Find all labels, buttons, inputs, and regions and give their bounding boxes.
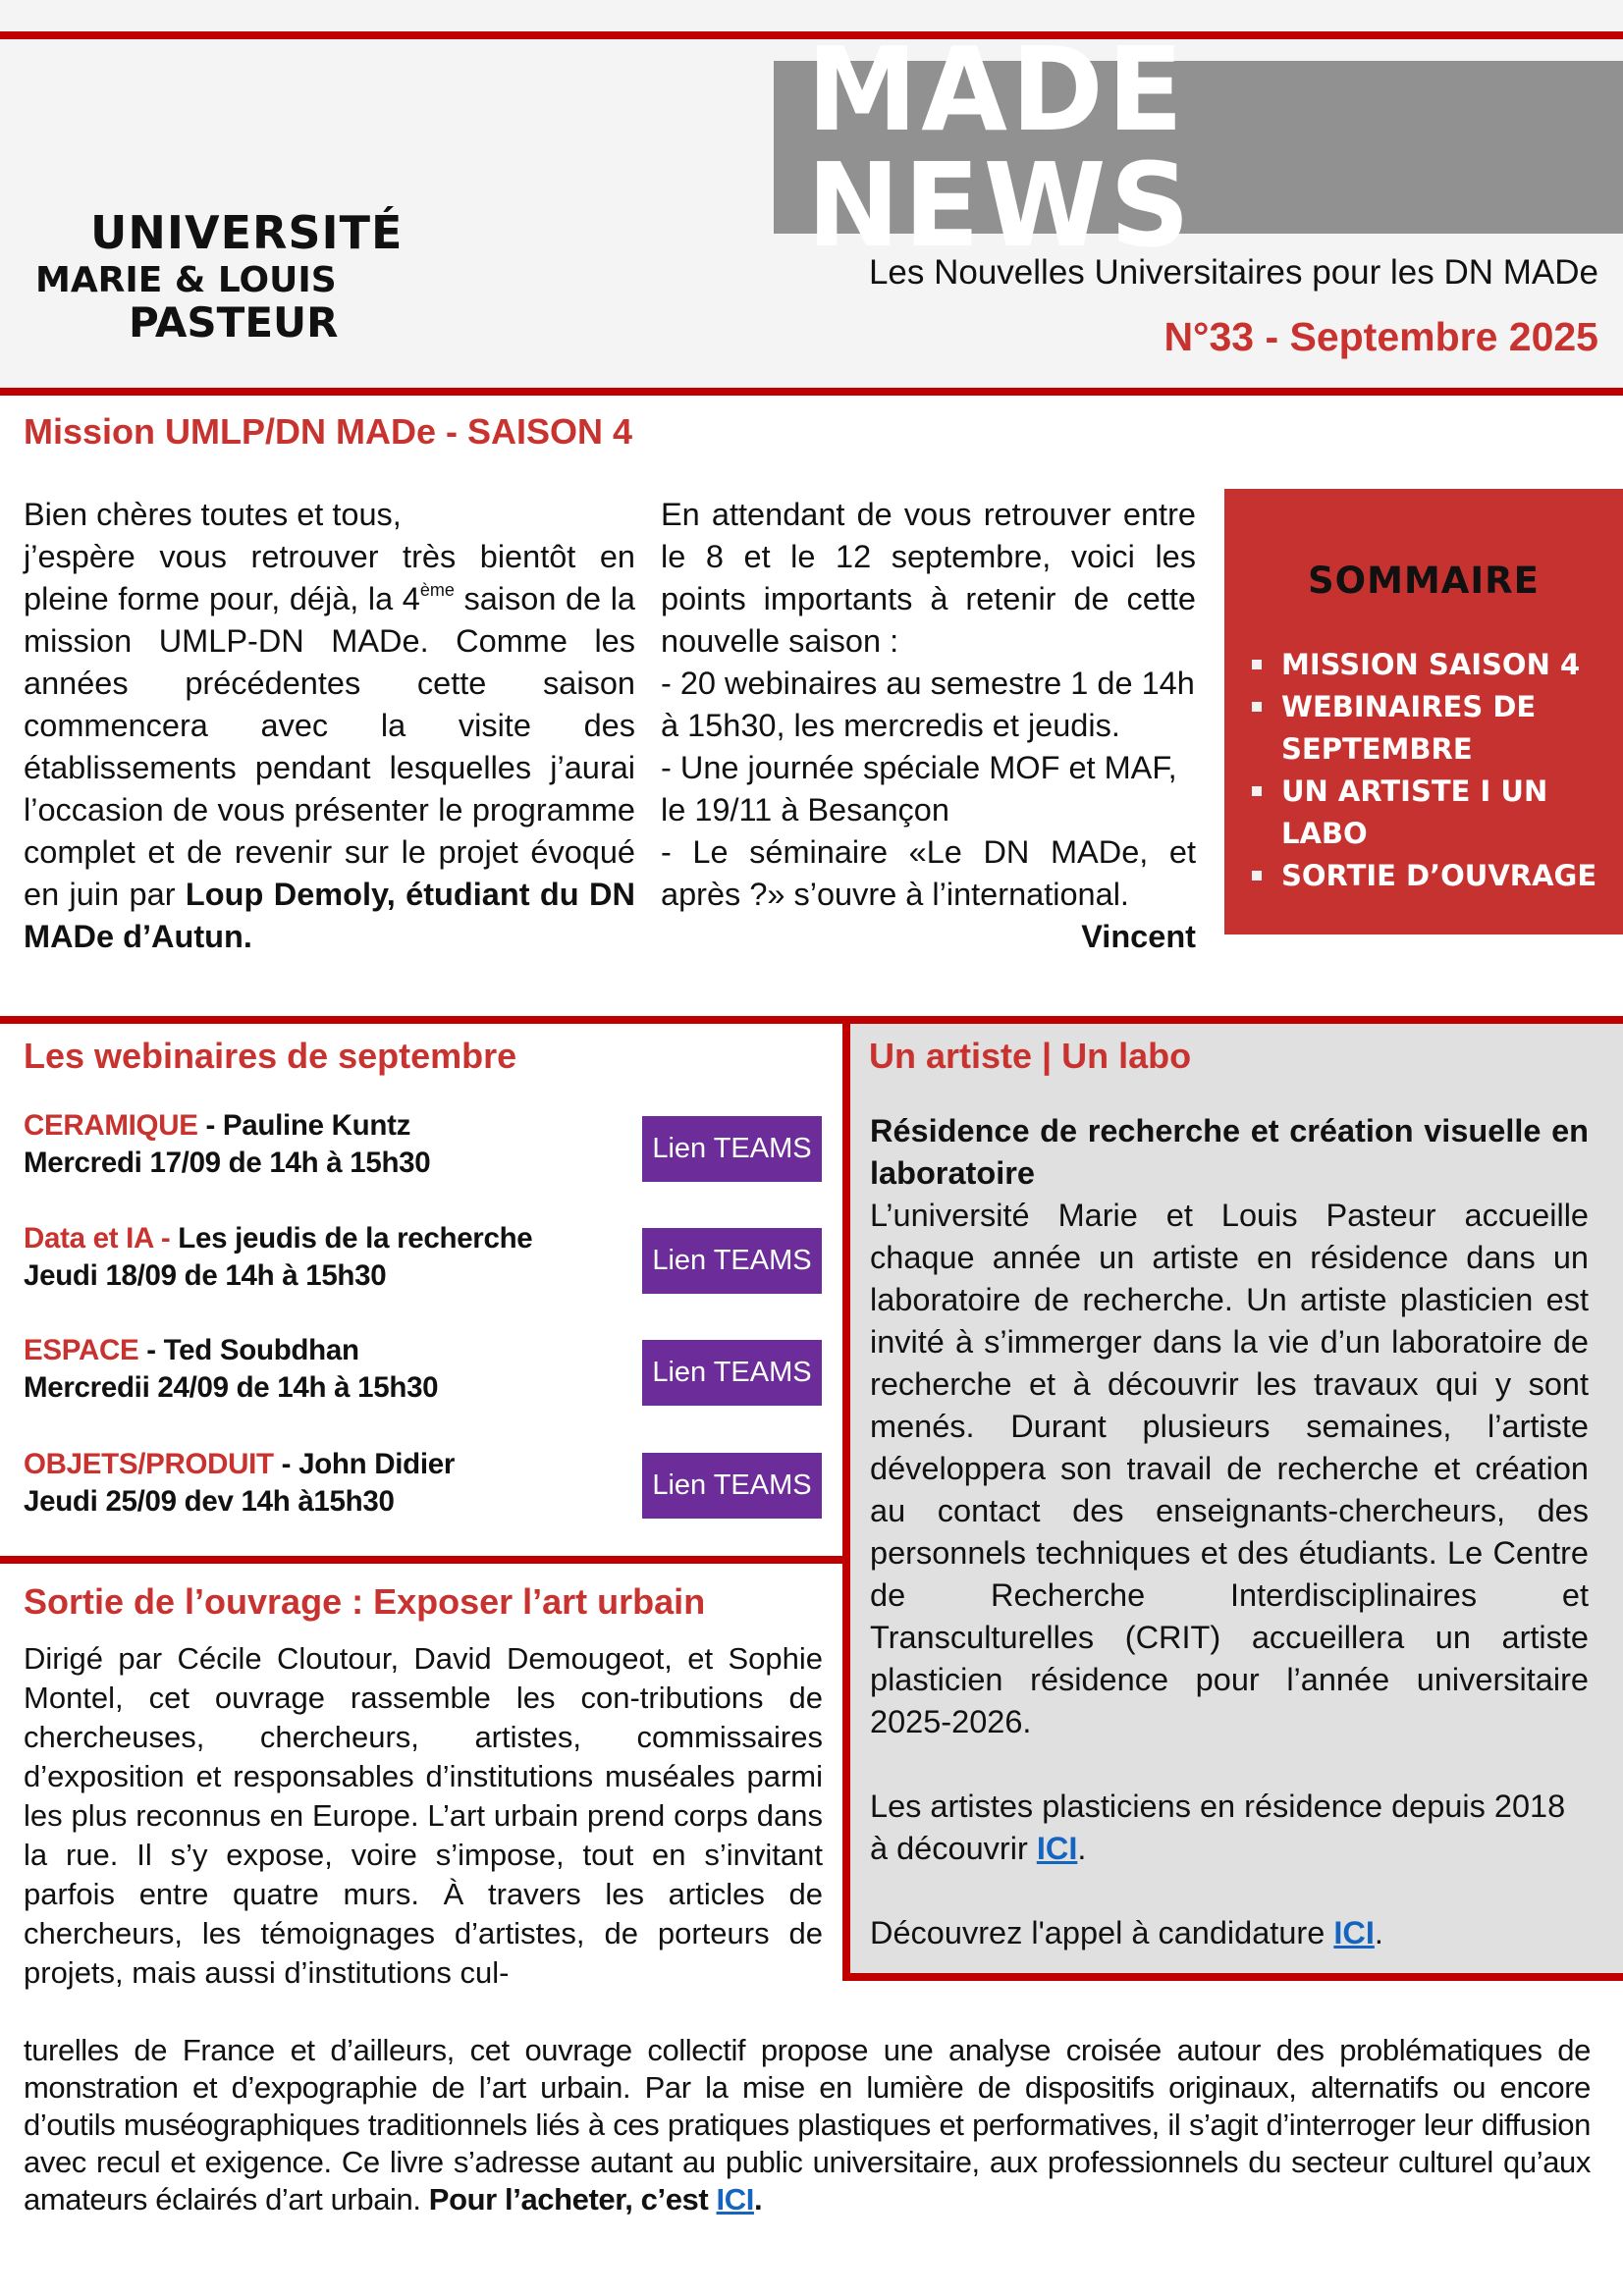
webinar-item <box>24 1109 829 1198</box>
artist-call <box>870 1912 1589 1954</box>
header-bottom-rule <box>0 388 1623 396</box>
logo-line-3: PASTEUR <box>129 298 339 347</box>
sommaire-item[interactable] <box>1252 644 1615 686</box>
sommaire-box <box>1224 489 1623 934</box>
webinar-title <box>24 1334 359 1367</box>
artist-past-text: Les artistes plasticiens en résidence depuis 2018 à découvrir <box>870 1789 1566 1866</box>
mission-text-a: j’espère vous retrouver très bientôt en pleine forme pour, déjà, la 4 <box>24 539 635 616</box>
sommaire-item[interactable] <box>1252 855 1615 897</box>
webinar-speaker: - John Didier <box>273 1448 456 1480</box>
webinar-category: OBJETS/PRODUIT <box>24 1448 274 1480</box>
webinar-date: Mercredi 17/09 de 14h à 15h30 <box>24 1147 431 1179</box>
webinars-bottom-rule <box>0 1556 850 1564</box>
mission-column-1 <box>24 494 635 958</box>
mission-point-2: - Une journée spéciale MOF et MAF, le 19/11 à Besançon <box>661 750 1177 828</box>
teams-link-button[interactable]: Lien TEAMS <box>642 1340 822 1406</box>
artist-body: L’université Marie et Louis Pasteur accueille chaque année un artiste en résidence dans un laboratoire de recherche. Un artiste plasticien est invité à s’immerger dans la vie d’un laboratoire de recherche et à découvrir les travaux qui y sont menés. Durant plusieurs semaines, l’artiste développera son travail de recherche et création au contact des enseignants-chercheurs, des personnels techniques et des étudiants. Le Centre de Recherche Interdisciplinaires et Transculturelles (CRIT) accueillera un artiste plasticien résidence pour l’année universitaire 2025-2026. <box>870 1198 1589 1739</box>
webinar-date: Jeudi 25/09 dev 14h à15h30 <box>24 1485 395 1518</box>
webinar-item <box>24 1448 829 1536</box>
webinar-item <box>24 1222 829 1310</box>
webinar-speaker: Les jeudis de la recherche <box>170 1222 533 1255</box>
webinar-title <box>24 1448 455 1481</box>
sommaire-item-label: SORTIE D’OUVRAGE <box>1281 859 1597 892</box>
sommaire-item-label: UN ARTISTE I UN LABO <box>1281 774 1548 850</box>
artist-subheading: Résidence de recherche et création visuelle en laboratoire <box>870 1113 1589 1191</box>
book-buy-link[interactable]: ICI <box>716 2182 754 2216</box>
mid-rule <box>0 1016 1623 1024</box>
mission-bold-name: Loup Demoly, étudiant du DN MADe d’Autun. <box>24 877 635 954</box>
mission-point-1: - 20 webinaires au semestre 1 de 14h à 15h30, les mercredis et jeudis. <box>661 666 1195 743</box>
mission-point-3: - Le séminaire «Le DN MADe, et après ?» s’ouvre à l’international. <box>661 834 1196 912</box>
square-bullet-icon <box>1252 786 1262 796</box>
mission-intro: En attendant de vous retrouver entre le 8 et le 12 septembre, voici les points importants à retenir de cette nouvelle saison : <box>661 497 1196 659</box>
book-body-text: turelles de France et d’ailleurs, cet ouvrage collectif propose une analyse croisée autour des problématiques de monstration et d’expographie de l’art urbain. Par la mise en lumière de dispositifs originaux, alternatifs ou encore d’outils muséographiques traditionnels liés à ces pratiques plastiques et performatives, il s’agit d’interroger leur diffusion avec recul et exigence. Ce livre s’adresse autant au public universitaire, aux professionnels du secteur culturel qu’aux amateurs éclairés d’art urbain. <box>24 2033 1591 2216</box>
teams-link-button[interactable]: Lien TEAMS <box>642 1228 822 1294</box>
issue-number: N°33 - Septembre 2025 <box>1163 314 1598 359</box>
artist-past-residents <box>870 1786 1589 1870</box>
logo-line-1: UNIVERSITÉ <box>90 206 404 259</box>
mission-heading: Mission UMLP/DN MADe - SAISON 4 <box>24 411 633 452</box>
mission-text-b: saison de la mission UMLP-DN MADe. Comme les années précédentes cette saison commencera avec la visite des établissements pendant lesquelles j’aurai l’occasion de vous présenter le programme complet et de revenir sur le projet évoqué en juin par <box>24 581 636 912</box>
webinar-category: Data et IA - <box>24 1222 171 1255</box>
sommaire-list <box>1252 644 1615 897</box>
square-bullet-icon <box>1252 871 1262 881</box>
sommaire-item[interactable] <box>1252 771 1615 855</box>
newsletter-title: MADE NEWS <box>806 22 1194 273</box>
webinar-category: ESPACE <box>24 1334 139 1366</box>
period: . <box>1374 1915 1383 1950</box>
webinar-date: Mercredii 24/09 de 14h à 15h30 <box>24 1371 439 1404</box>
mission-column-2 <box>661 494 1196 958</box>
sommaire-item-label: WEBINAIRES DE SEPTEMBRE <box>1281 690 1537 766</box>
vertical-rule <box>842 1016 850 1981</box>
mission-signature: Vincent <box>1081 919 1196 954</box>
book-body-wide <box>24 2032 1591 2218</box>
artist-call-text: Découvrez l'appel à candidature <box>870 1915 1334 1950</box>
artist-heading: Un artiste | Un labo <box>869 1036 1192 1076</box>
logo-line-2: MARIE & LOUIS <box>35 260 337 300</box>
period: . <box>753 2182 763 2216</box>
sommaire-item[interactable] <box>1252 686 1615 771</box>
webinar-date: Jeudi 18/09 de 14h à 15h30 <box>24 1259 387 1292</box>
teams-link-button[interactable]: Lien TEAMS <box>642 1453 822 1519</box>
webinar-speaker: - Pauline Kuntz <box>197 1109 411 1142</box>
teams-link-button[interactable]: Lien TEAMS <box>642 1116 822 1182</box>
book-heading: Sortie de l’ouvrage : Exposer l’art urbain <box>24 1581 706 1622</box>
artist-content <box>870 1110 1589 1954</box>
webinars-heading: Les webinaires de septembre <box>24 1036 517 1076</box>
superscript: ème <box>419 580 455 600</box>
webinar-title <box>24 1109 410 1143</box>
newsletter-subtitle: Les Nouvelles Universitaires pour les DN MADe <box>868 253 1598 292</box>
sommaire-item-label: MISSION SAISON 4 <box>1281 648 1581 681</box>
university-logo <box>35 206 418 353</box>
period: . <box>1077 1831 1087 1866</box>
artist-bottom-rule <box>842 1973 1623 1981</box>
webinar-title <box>24 1222 532 1255</box>
artist-call-link[interactable]: ICI <box>1333 1915 1375 1950</box>
square-bullet-icon <box>1252 702 1262 712</box>
book-buy-text: Pour l’acheter, c’est <box>428 2182 717 2216</box>
artist-past-link[interactable]: ICI <box>1036 1831 1078 1866</box>
book-body-narrow: Dirigé par Cécile Cloutour, David Demougeot, et Sophie Montel, cet ouvrage rassemble les con-tributions de chercheuses, chercheurs, artistes, commissaires d’exposition et responsables d’institutions muséales parmi les plus reconnus en Europe. L’art urbain prend corps dans la rue. Il s’y expose, voire s’impose, tout en s’invitant parfois entre quatre murs. À travers les articles de chercheurs, les témoignages d’artistes, de porteurs de projets, mais aussi d’institutions cul- <box>24 1641 823 1990</box>
sommaire-title: SOMMAIRE <box>1308 560 1540 602</box>
mission-paragraph-1 <box>24 536 635 958</box>
webinar-speaker: - Ted Soubdhan <box>138 1334 359 1366</box>
mission-greeting: Bien chères toutes et tous, <box>24 497 402 532</box>
square-bullet-icon <box>1252 660 1262 669</box>
webinar-item <box>24 1334 829 1422</box>
webinar-category: CERAMIQUE <box>24 1109 198 1142</box>
